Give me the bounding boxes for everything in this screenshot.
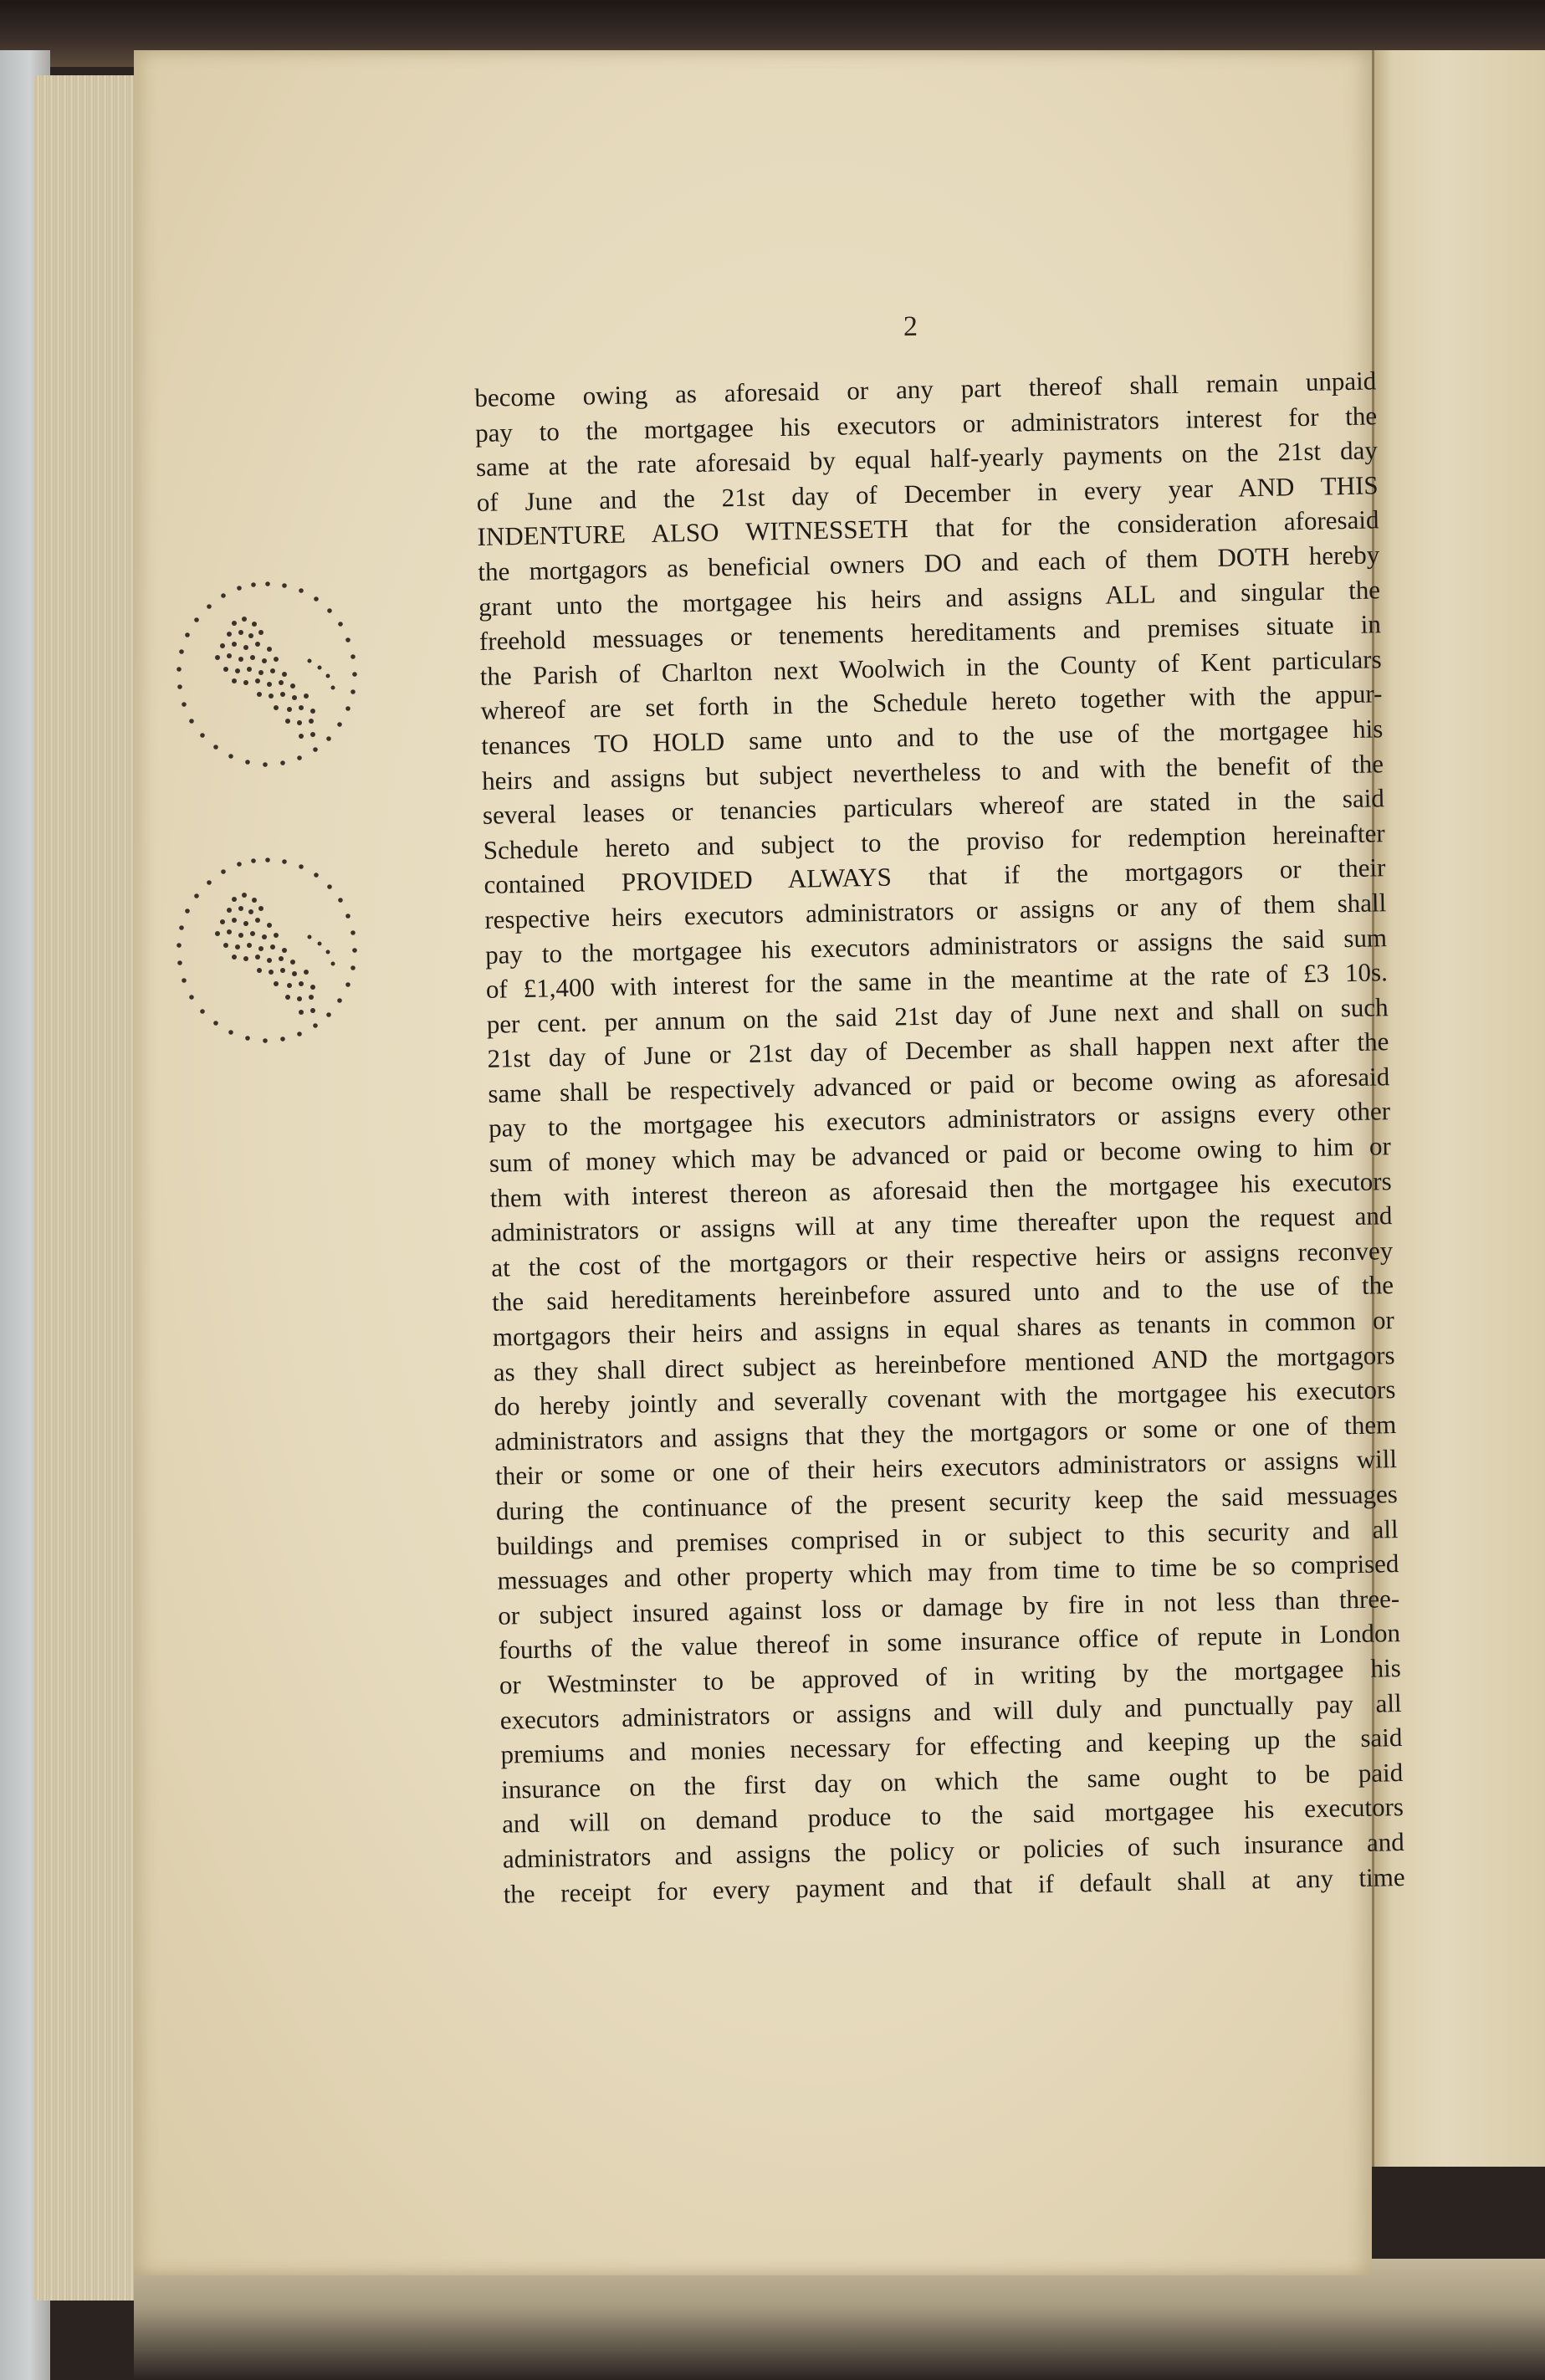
body-line: same at the rate aforesaid by equal half-yearly payments on the 21st day: [475, 435, 1379, 483]
body-line: several leases or tenancies particulars whereof are stated in the said: [482, 783, 1385, 831]
body-line: buildings and premises comprised in or subject to this security and all: [496, 1513, 1399, 1561]
body-line: premiums and monies necessary for effecting and keeping up the said: [500, 1722, 1403, 1769]
body-line: pay to the mortgagee his executors administrators or assigns the said sum: [484, 922, 1388, 970]
body-line: executors administrators or assigns and will duly and punctually pay all: [499, 1687, 1402, 1735]
body-line: sum of money which may be advanced or paid or become owing to him or: [489, 1131, 1392, 1178]
body-line: them with interest thereon as aforesaid then the mortgagee his executors: [489, 1165, 1392, 1213]
body-line: as they shall direct subject as hereinbefore mentioned AND the mortgagors: [493, 1339, 1395, 1387]
document-body: [474, 363, 1405, 1911]
perforated-seal-top: [167, 577, 368, 778]
body-line: mortgagors their heirs and assigns in equal shares as tenants in common or: [492, 1305, 1395, 1352]
body-line: per cent. per annum on the said 21st day of June next and shall on such: [486, 991, 1389, 1039]
body-line: the Parish of Charlton next Woolwich in the County of Kent particulars: [479, 643, 1382, 691]
page-edges: [33, 75, 142, 2301]
body-line: become owing as aforesaid or any part thereof shall remain unpaid: [474, 366, 1377, 412]
body-line: or subject insured against loss or damage by fire in not less than three-: [498, 1583, 1400, 1630]
body-line: administrators and assigns the policy or policies of such insurance and: [502, 1826, 1405, 1874]
body-line: or Westminster to be approved of in writing by the mortgagee his: [499, 1652, 1402, 1700]
body-line: insurance on the first day on which the same ought to be paid: [500, 1757, 1404, 1804]
body-line: do hereby jointly and severally covenant with the mortgagee his executors: [494, 1374, 1396, 1421]
body-line: whereof are set forth in the Schedule hereto together with the appur-: [480, 678, 1383, 726]
body-line: freehold messuages or tenements hereditaments and premises situate in: [478, 609, 1382, 657]
body-line: same shall be respectively advanced or paid or become owing as aforesaid: [488, 1062, 1390, 1108]
body-line: INDENTURE ALSO WITNESSETH that for the consideration aforesaid: [477, 504, 1379, 552]
seal-icon: [167, 853, 368, 1054]
body-line: of £1,400 with interest for the same in the meantime at the rate of £3 10s.: [485, 957, 1389, 1004]
body-line: administrators or assigns will at any time thereafter upon the request and: [490, 1200, 1393, 1248]
perforated-seal-bottom: [167, 853, 368, 1054]
body-line: pay to the mortgagee his executors or administrators interest for the: [474, 400, 1378, 448]
body-line: the receipt for every payment and that if default shall at any time: [503, 1861, 1405, 1909]
body-line: contained PROVIDED ALWAYS that if the mortgagors or their: [483, 852, 1386, 900]
body-line: of June and the 21st day of December in every year AND THIS: [476, 470, 1379, 517]
body-line: fourths of the value thereof in some insurance office of repute in London: [498, 1618, 1401, 1666]
body-line: the mortgagors as beneficial owners DO and each of them DOTH hereby: [478, 540, 1380, 586]
body-line: the said hereditaments hereinbefore assured unto and to the use of the: [491, 1270, 1394, 1318]
body-line: administrators and assigns that they the mortgagors or some or one of them: [494, 1409, 1397, 1456]
body-line: pay to the mortgagee his executors administrators or assigns every other: [488, 1096, 1391, 1144]
body-line: their or some or one of their heirs executors administrators or assigns will: [494, 1444, 1398, 1492]
body-line: 21st day of June or 21st day of December as shall happen next after the: [487, 1026, 1389, 1074]
body-line: messuages and other property which may from time to time be so comprised: [497, 1548, 1399, 1595]
body-line: at the cost of the mortgagors or their respective heirs or assigns reconvey: [491, 1235, 1394, 1282]
seal-icon: [167, 577, 368, 778]
bottom-page-edge: [134, 2259, 1545, 2380]
body-line: respective heirs executors administrators or assigns or any of them shall: [484, 888, 1387, 934]
body-line: tenances TO HOLD same unto and to the use of the mortgagee his: [481, 714, 1384, 760]
body-line: heirs and assigns but subject nevertheless to and with the benefit of the: [481, 748, 1384, 796]
body-line: during the continuance of the present security keep the said messuages: [495, 1479, 1399, 1526]
body-line: and will on demand produce to the said mortgagee his executors: [501, 1792, 1404, 1840]
body-line: grant unto the mortgagee his heirs and assigns ALL and singular the: [478, 574, 1381, 622]
page-number: 2: [903, 310, 918, 343]
body-line: Schedule hereto and subject to the proviso for redemption hereinafter: [483, 817, 1385, 865]
